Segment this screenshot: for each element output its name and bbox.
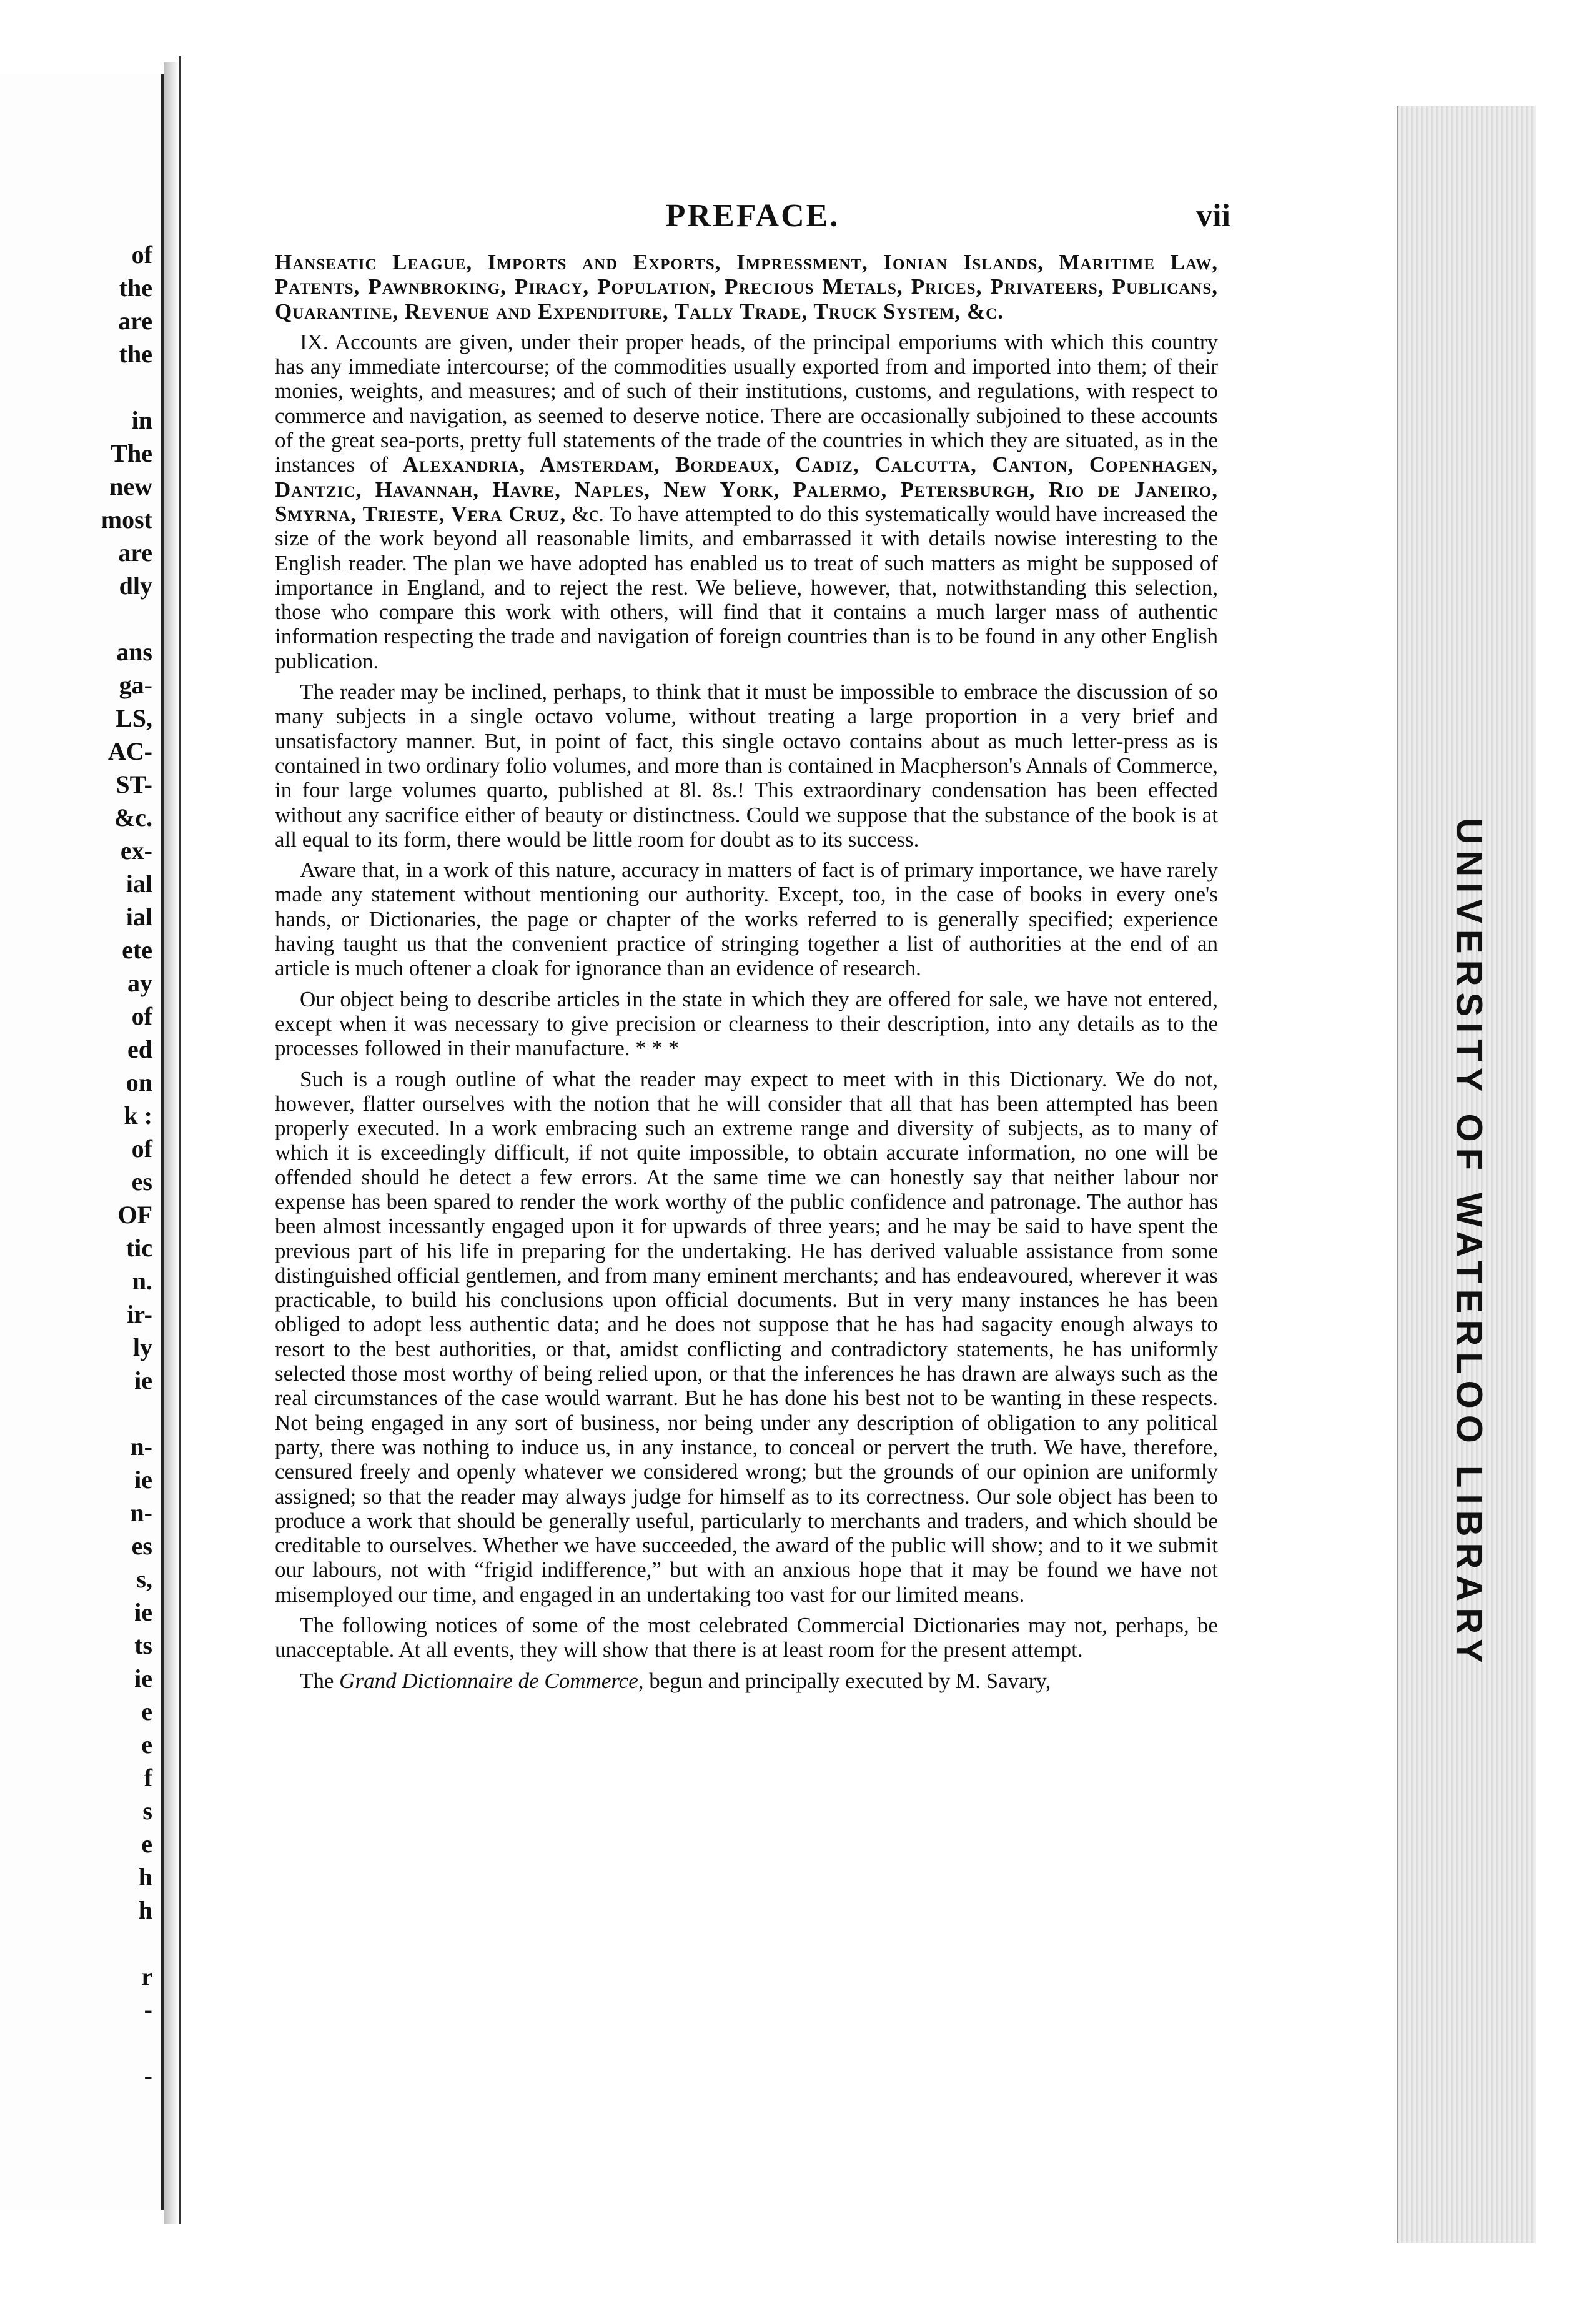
facing-page-line-fragment: ed [127, 1035, 152, 1063]
facing-page-line-fragment: r [141, 1962, 152, 1990]
facing-page-line-fragment: in [131, 406, 152, 434]
paragraph-2-text-a: IX. Accounts are given, under their proper heads, of the principal emporiums with which this country has any immediate intercourse; of the commodities usually exported from and imported into them; of their monies, weights, and measures; and of such of their institutions, customs, and regulations, with respect to commerce and navigation, as seemed to deserve notice. There are occasionally subjoined to these accounts of the great sea-ports, pretty full statements of the trade of the countries in which they are situated, as in the instances of [275, 329, 1218, 477]
paragraph-7: The following notices of some of the most celebrated Commercial Dictionaries may not, perhaps, be unacceptable. At all events, they will show that there is at least room for the present attempt. [275, 1613, 1218, 1662]
facing-page-line-fragment: ir- [127, 1300, 152, 1328]
facing-page-line-fragment: ial [126, 903, 152, 931]
facing-page-line-fragment: AC- [107, 737, 152, 765]
facing-page-line-fragment: ga- [119, 671, 152, 699]
facing-page-line-fragment: &c. [114, 803, 152, 832]
facing-page-line-fragment: ie [134, 1366, 152, 1394]
facing-page-line-fragment: new [109, 472, 152, 500]
dictionary-title: Grand Dictionnaire de Commerce, [339, 1668, 644, 1693]
facing-page-line-fragment: The [111, 439, 152, 467]
paragraph-1 [275, 250, 1218, 324]
facing-page-line-fragment: e [141, 1731, 152, 1759]
page-number: vii [1196, 198, 1230, 234]
facing-page-line-fragment: ay [127, 969, 152, 997]
facing-page-line-fragment: k : [124, 1101, 152, 1130]
book-gutter [164, 62, 179, 2224]
paragraph-8-text-a: The [300, 1668, 334, 1693]
facing-page-line-fragment: es [131, 1532, 152, 1560]
facing-page-line-fragment: ly [132, 1333, 152, 1361]
facing-page-line-fragment: es [131, 1168, 152, 1196]
facing-page-line-fragment: of [131, 1135, 152, 1163]
facing-page-line-fragment: are [118, 307, 152, 335]
page-title: PREFACE. [665, 198, 840, 234]
facing-page-line-fragment: ST- [116, 770, 152, 798]
facing-page-line-fragment: n- [130, 1433, 152, 1461]
facing-page-line-fragment: ans [116, 638, 152, 666]
facing-page-fragment [0, 74, 164, 2210]
paragraph-2-text-b: &c. To have attempted to do this systematically would have increased the size of the work beyond all reasonable limits, and embarrassed it with details nowise interesting to the English reader. The plan we have adopted has enabled us to treat of such matters as might be supposed of importance in England, and to reject the rest. We believe, however, that, notwithstanding this selection, those who compare this work with others, will find that it contains a much larger mass of authentic information respecting the trade and navigation of foreign countries than is to be found in any other English publication. [275, 501, 1218, 673]
facing-page-line-fragment: are [118, 539, 152, 567]
facing-page-line-fragment: n- [130, 1499, 152, 1527]
facing-page-line-fragment: ex- [120, 837, 152, 865]
facing-page-line-fragment: - [144, 2062, 152, 2090]
paragraph-5: Our object being to describe articles in the state in which they are offered for sale, we have not entered, except when it was necessary to give precision or clearness to their description, into any details as to the processes followed in their manufacture. * * * [275, 986, 1218, 1061]
paragraph-8-text-b: begun and principally executed by M. Savary, [649, 1668, 1051, 1693]
facing-page-line-fragment: the [119, 274, 152, 302]
facing-page-line-fragment: n. [132, 1267, 152, 1295]
paragraph-2 [275, 330, 1218, 673]
facing-page-line-fragment: e [141, 1830, 152, 1858]
facing-page-line-fragment: ie [134, 1598, 152, 1626]
facing-page-line-fragment: ie [134, 1664, 152, 1692]
facing-page-line-fragment: f [144, 1764, 152, 1792]
facing-page-line-fragment: tic [126, 1234, 152, 1262]
facing-page-line-fragment: LS, [116, 704, 152, 732]
facing-page-line-fragment: s, [136, 1565, 152, 1593]
facing-page-line-fragment: - [144, 1995, 152, 2024]
facing-page-line-fragment: OF [117, 1201, 152, 1229]
facing-page-line-fragment: most [101, 505, 152, 534]
library-stamp-text: UNIVERSITY OF WATERLOO LIBRARY [1448, 817, 1490, 1669]
subject-list: Hanseatic League, Imports and Exports, Impressment, Ionian Islands, Maritime Law, Patents, Pawnbroking, Piracy, Population, Precious Metals, Prices, Privateers, Publicans, Quarantine, Revenue and Expenditure, Tally Trade, Truck System, &c. [275, 250, 1218, 324]
facing-page-line-fragment: h [138, 1896, 152, 1924]
paragraph-8 [275, 1669, 1218, 1693]
facing-page-line-fragment: ie [134, 1466, 152, 1494]
text-block [275, 250, 1218, 1699]
facing-page-line-fragment: of [131, 241, 152, 269]
facing-page-line-fragment: dly [119, 572, 152, 600]
facing-page-line-fragment: h [138, 1863, 152, 1891]
facing-page-line-fragment: on [126, 1068, 152, 1096]
facing-page-line-fragment: the [119, 340, 152, 368]
running-head [275, 197, 1230, 235]
facing-page-line-fragment: ts [134, 1631, 152, 1659]
paragraph-6: Such is a rough outline of what the reader may expect to meet with in this Dictionary. We do not, however, flatter ourselves with the notion that he will consider that all that has been attempted has been properly executed. In a work embracing such an extreme range and diversity of subjects, as to many of which it is exceedingly difficult, if not quite impossible, to obtain accurate information, no one will be offended should he detect a few errors. At the same time we can honestly say that neither labour nor expense has been spared to render the work worthy of the public confidence and patronage. The author has been almost incessantly engaged upon it for upwards of three years; and he may be said to have spent the previous part of his life in preparing for the undertaking. He has derived valuable assistance from some distinguished official gentlemen, and from many eminent merchants; and has endeavoured, wherever it was practicable, to build his conclusions upon official documents. But in very many instances he has been obliged to adopt less authentic data; and he does not suppose that he has had sagacity enough always to resort to the best authorities, or that, amidst conflicting and contradictory statements, he has uniformly selected those most worthy of being relied upon, or that the inferences he has drawn are always such as the real circumstances of the case would warrant. But he has done his best not to be wanting in these respects. Not being engaged in any sort of business, nor being under any description of obligation to any political party, there was nothing to induce us, in any instance, to conceal or pervert the truth. We have, therefore, censured freely and openly whatever we considered wrong; but the grounds of our opinion are uniformly assigned; so that the reader may always judge for himself as to its correctness. Our sole object has been to produce a work that should be generally useful, particularly to merchants and traders, and which should be creditable to ourselves. Whether we have succeeded, the award of the public will show; and to it we submit our labours, not with “frigid indifference,” but with an anxious hope that it may be found we have not misemployed our time, and engaged in an undertaking too vast for our limited means. [275, 1066, 1218, 1607]
facing-page-line-fragment: of [131, 1002, 152, 1030]
facing-page-line-fragment: s [142, 1797, 152, 1825]
library-stamp [1444, 712, 1494, 1774]
paragraph-3: The reader may be inclined, perhaps, to think that it must be impossible to embrace the discussion of so many subjects in a single octavo volume, without treating a large proportion in a very brief and unsatisfactory manner. But, in point of fact, this single octavo contains about as much letter-press as is contained in two ordinary folio volumes, and more than is contained in Macpherson's Annals of Commerce, in four large volumes quarto, published at 8l. 8s.! This extraordinary condensation has been effected without any sacrifice either of beauty or distinctness. Could we suppose that the substance of the book is at all equal to its form, there would be little room for doubt as to its success. [275, 680, 1218, 852]
paragraph-4: Aware that, in a work of this nature, accuracy in matters of fact is of primary importance, we have rarely made any statement without mentioning our authority. Except, too, in the case of books in every one's hands, or Dictionaries, the page or chapter of the works referred to is generally specified; experience having taught us that the convenient practice of stringing together a list of authorities at the end of an article is much oftener a cloak for ignorance than an evidence of research. [275, 858, 1218, 981]
emporium-list: Alexandria, Amsterdam, Bordeaux, Cadiz, Calcutta, Canton, Copenhagen, Dantzic, Havannah, Havre, Naples, New York, Palermo, Petersburgh, Rio de Janeiro, Smyrna, Trieste, Vera Cruz, [275, 452, 1219, 526]
facing-page-line-fragment: ial [126, 870, 152, 898]
facing-page-line-fragment: ete [122, 936, 152, 964]
facing-page-line-fragment: e [141, 1697, 152, 1726]
